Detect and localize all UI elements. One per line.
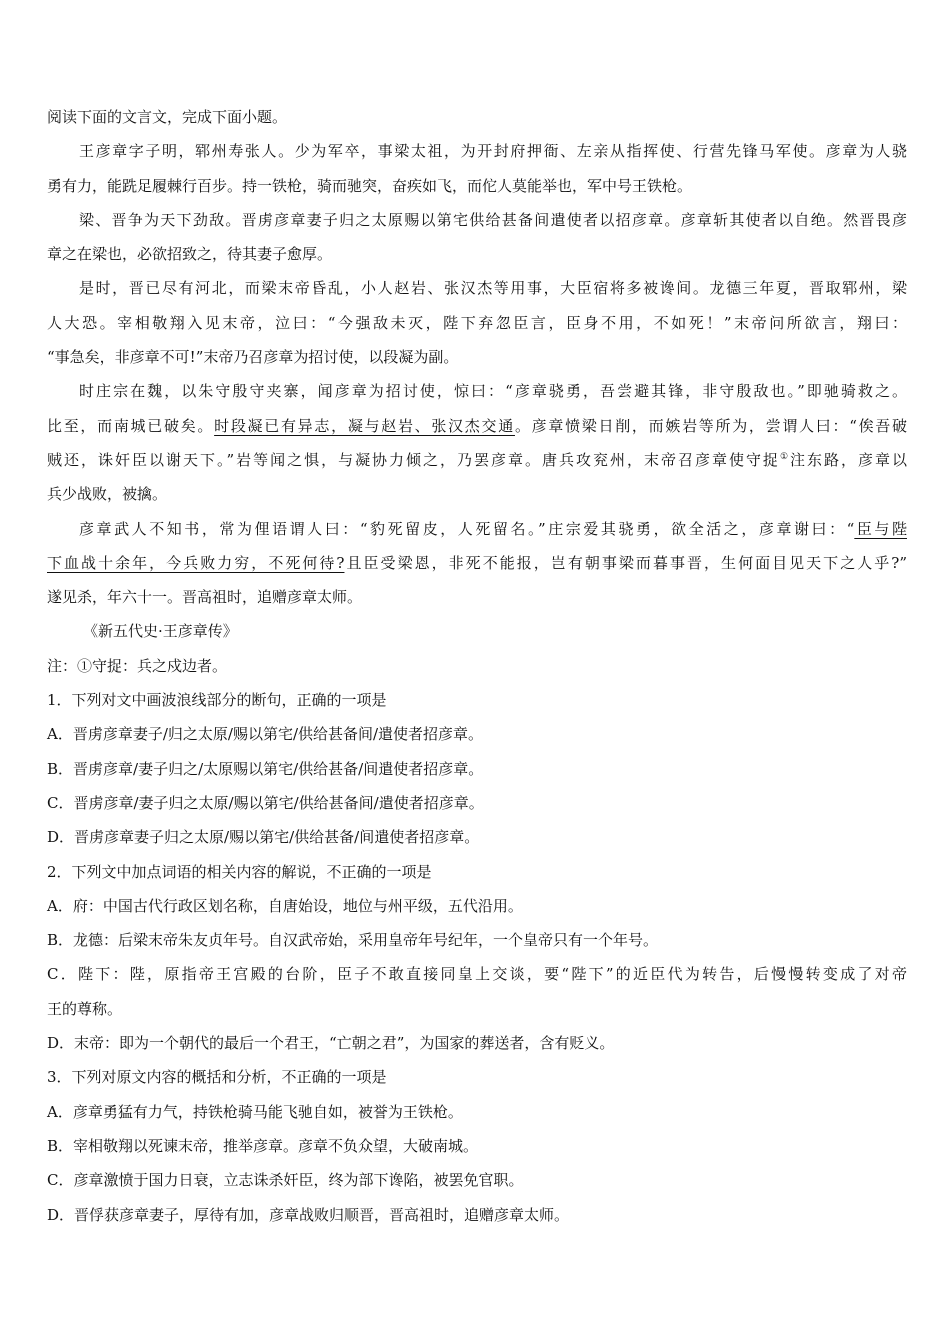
question-2-option-d: D．末帝：即为一个朝代的最后一个君王，“亡朝之君”，为国家的葬送者，含有贬义。: [47, 1034, 615, 1053]
question-1: [47, 683, 907, 854]
question-2-option-a: A．府：中国古代行政区划名称，自唐始设，地位与州平级，五代沿用。: [47, 896, 523, 915]
passage-p4-line1: 时庄宗在魏，以朱守殷守夹寨，闻彦章为招讨使，惊曰：“彦章骁勇，吾尝避其锋，非守殷敌也。”即驰骑救之。: [79, 382, 907, 401]
passage-p4-line2-start: 比至，而南城已破矣。: [47, 416, 215, 435]
question-3-option-d: D．晋俘获彦章妻子，厚待有加，彦章战败归顺晋，晋高祖时，追赠彦章太师。: [47, 1205, 570, 1224]
question-1-option-a: A．晋虏彦章妻子/归之太原/赐以第宅/供给甚备间/遣使者招彦章。: [47, 725, 484, 744]
question-2: [47, 855, 907, 1061]
passage-p1-line1: 王彦章字子明，郓州寿张人。少为军卒，事梁太祖，为开封府押衙、左亲从指挥使、行营先锋马军使。彦章为人骁: [79, 142, 907, 161]
passage-p5-line2: [47, 546, 907, 580]
underlined-sentence-2b: 下血战十余年，今兵败力穷，不死何待?: [47, 553, 345, 572]
passage-p4-line4: 兵少战败，被擒。: [47, 485, 168, 504]
question-2-option-c-line1: C．陛下：陛，原指帝王宫殿的台阶，臣子不敢直接同皇上交谈，要“陛下”的近臣代为转告，后慢慢转变成了对帝: [47, 965, 907, 984]
footnote: 注：①守捉：兵之戍边者。: [47, 656, 228, 675]
passage: [47, 134, 907, 648]
underlined-sentence-2a: 臣与陛: [854, 519, 907, 538]
question-2-stem: 2．下列文中加点词语的相关内容的解说，不正确的一项是: [47, 862, 432, 881]
question-3-option-b: B．宰相敬翔以死谏末帝，推举彦章。彦章不负众望，大破南城。: [47, 1136, 479, 1155]
passage-p3-line3: “事急矣，非彦章不可!”末帝乃召彦章为招讨使，以段凝为副。: [47, 348, 459, 367]
document-page: [47, 100, 907, 1232]
question-3: [47, 1060, 907, 1231]
passage-source: 《新五代史·王彦章传》: [83, 622, 238, 641]
passage-p3-line2: 人大恐。宰相敬翔入见末帝，泣曰：“今强敌未灭，陛下弃忽臣言，臣身不用，不如死！”末帝问所欲言，翔曰：: [47, 313, 907, 332]
passage-p1-line2: 勇有力，能跣足履棘行百步。持一铁枪，骑而驰突，奋疾如飞，而佗人莫能举也，军中号王铁枪。: [47, 176, 693, 195]
question-1-stem: 1．下列对文中画波浪线部分的断句，正确的一项是: [47, 691, 387, 710]
question-2-option-b: B．龙德：后梁末帝朱友贞年号。自汉武帝始，采用皇帝年号纪年，一个皇帝只有一个年号。: [47, 931, 659, 950]
question-1-option-c: C．晋虏彦章/妻子归之太原/赐以第宅/供给甚备间/遣使者招彦章。: [47, 793, 484, 812]
passage-p5-line1-start: 彦章武人不知书，常为俚语谓人曰：“豹死留皮，人死留名。”庄宗爱其骁勇，欲全活之，彦章谢曰：“: [79, 519, 855, 538]
passage-p5-line1: [47, 512, 907, 546]
passage-p4-line2-end: 。彦章愤梁日削，而嫉岩等所为，尝谓人曰：“俟吾破: [514, 416, 907, 435]
question-2-option-c-line2: 王的尊称。: [47, 999, 123, 1018]
question-3-option-c: C．彦章激愤于国力日衰，立志诛杀奸臣，终为部下谗陷，被罢免官职。: [47, 1171, 524, 1190]
passage-p2-line2: 章之在梁也，必欲招致之，待其妻子愈厚。: [47, 245, 333, 264]
passage-p5-line2-end: 且臣受梁恩，非死不能报，岂有朝事梁而暮事晋，生何面目见天下之人乎?”: [344, 553, 907, 572]
underlined-sentence-1: 时段凝已有异志，凝与赵岩、张汉杰交通: [214, 416, 515, 435]
passage-p4-line2: [47, 409, 907, 443]
question-3-stem: 3．下列对原文内容的概括和分析，不正确的一项是: [47, 1068, 387, 1087]
passage-p4-line3: [47, 443, 907, 477]
intro-instruction: 阅读下面的文言文，完成下面小题。: [47, 108, 288, 126]
footnote-marker: ①: [779, 451, 791, 462]
passage-p4-line3-start: 贼还，诛奸臣以谢天下。”岩等闻之惧，与凝协力倾之，乃罢彦章。唐兵攻兖州，末帝召彦章使守捉: [47, 450, 780, 469]
passage-p3-line1: 是时，晋已尽有河北，而梁末帝昏乱，小人赵岩、张汉杰等用事，大臣宿将多被谗间。龙德三年夏，晋取郓州，梁: [79, 279, 907, 298]
question-1-option-d: D．晋虏彦章妻子归之太原/赐以第宅/供给甚备/间遣使者招彦章。: [47, 828, 480, 847]
question-3-option-a: A．彦章勇猛有力气，持铁枪骑马能飞驰自如，被誉为王铁枪。: [47, 1102, 463, 1121]
question-1-option-b: B．晋虏彦章/妻子归之/太原赐以第宅/供给甚备/间遣使者招彦章。: [47, 759, 484, 778]
passage-p5-line3: 遂见杀，年六十一。晋高祖时，追赠彦章太师。: [47, 588, 363, 607]
passage-p4-line3-end: 注东路，彦章以: [790, 450, 907, 469]
passage-p2-line1: 梁、晋争为天下劲敌。晋虏彦章妻子归之太原赐以第宅供给甚备间遣使者以招彦章。彦章斩其使者以自绝。然晋畏彦: [79, 210, 907, 229]
